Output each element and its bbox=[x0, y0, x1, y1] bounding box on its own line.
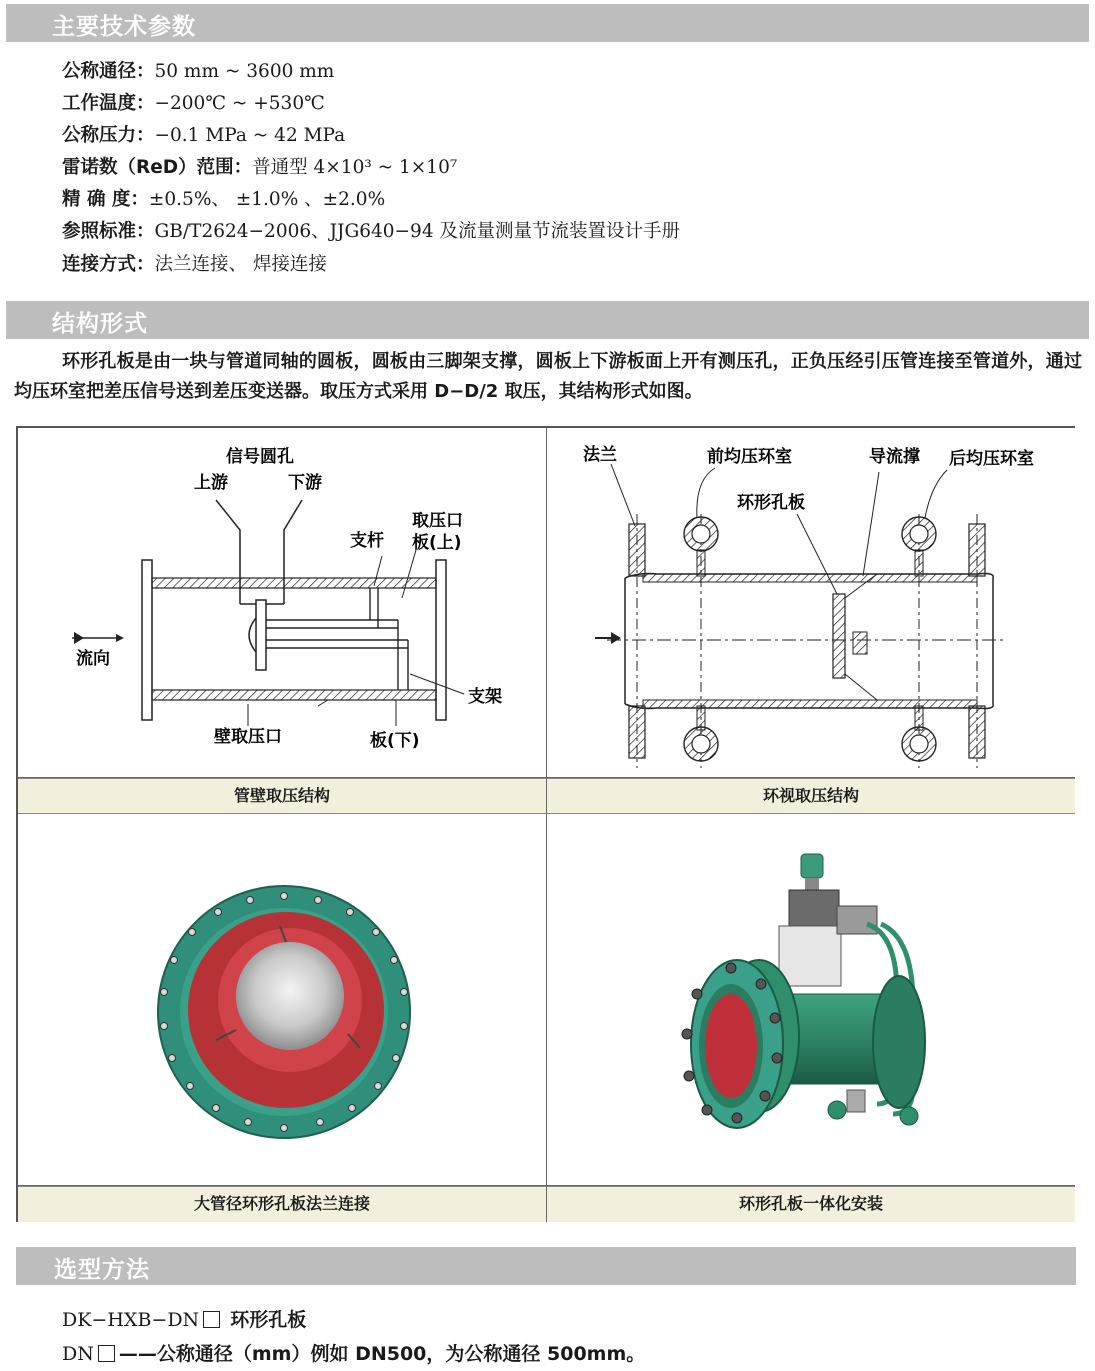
caption-wall-tap: 管壁取压结构 bbox=[18, 778, 547, 814]
label-strut: 支杆 bbox=[350, 531, 384, 551]
spec-row: 参照标准：GB/T2624−2006、JJG640−94 及流量测量节流装置设计手册 bbox=[62, 221, 680, 242]
model-line: DK−HXB−DN 环形孔板 bbox=[62, 1309, 307, 1331]
label-plate-up: 板(上) bbox=[412, 533, 462, 553]
spec-row: 公称通径：50 mm ~ 3600 mm bbox=[62, 61, 335, 82]
section-band-selection bbox=[16, 1247, 1076, 1285]
label-ring-plate: 环形孔板 bbox=[737, 493, 805, 513]
label-guide-brace: 导流撑 bbox=[869, 447, 920, 467]
dn-line: DN ——公称通径（mm）例如 DN500，为公称通径 500mm。 bbox=[62, 1343, 646, 1365]
wall-tap-structure-diagram bbox=[18, 428, 545, 776]
spec-row: 公称压力：−0.1 MPa ~ 42 MPa bbox=[62, 125, 346, 146]
label-downstream: 下游 bbox=[288, 473, 322, 493]
section-title-specs: 主要技术参数 bbox=[52, 14, 196, 40]
caption-large-flange: 大管径环形孔板法兰连接 bbox=[18, 1186, 547, 1222]
photo-integrated-install bbox=[547, 814, 1075, 1186]
label-wall-tap: 壁取压口 bbox=[214, 727, 282, 747]
spec-row: 精 确 度：±0.5%、 ±1.0% 、±2.0% bbox=[62, 189, 386, 210]
section-title-selection: 选型方法 bbox=[54, 1257, 150, 1283]
spec-row: 工作温度：−200℃ ~ +530℃ bbox=[62, 93, 325, 114]
photo-large-flange bbox=[18, 814, 547, 1186]
section-title-structure: 结构形式 bbox=[52, 311, 148, 337]
label-front-chamber: 前均压环室 bbox=[707, 447, 792, 467]
integrated-install-illustration bbox=[547, 814, 1075, 1184]
caption-integrated-install: 环形孔板一体化安装 bbox=[547, 1186, 1075, 1222]
placeholder-box bbox=[98, 1345, 115, 1362]
diagram-ring-chamber bbox=[547, 428, 1075, 778]
section-band-structure bbox=[6, 301, 1089, 339]
label-tap-port: 取压口 bbox=[412, 511, 463, 531]
diagram-wall-tap bbox=[18, 428, 547, 778]
label-flow-direction: 流向 bbox=[76, 649, 110, 669]
label-plate-down: 板(下) bbox=[370, 731, 420, 751]
label-upstream: 上游 bbox=[194, 473, 228, 493]
label-signal-hole: 信号圆孔 bbox=[226, 447, 294, 467]
label-support: 支架 bbox=[468, 687, 502, 707]
caption-ring-chamber: 环视取压结构 bbox=[547, 778, 1075, 814]
spec-row: 连接方式：法兰连接、 焊接连接 bbox=[62, 254, 327, 275]
large-flange-illustration bbox=[18, 814, 545, 1184]
ring-chamber-structure-diagram bbox=[547, 428, 1075, 776]
spec-row: 雷诺数（ReD）范围：普通型 4×10³ ~ 1×10⁷ bbox=[62, 157, 458, 178]
structure-paragraph: 环形孔板是由一块与管道同轴的圆板，圆板由三脚架支撑，圆板上下游板面上开有测压孔，正负压经引压管连接至管道外，通过均压环室把差压信号送到差压变送器。取压方式采用 D−D/2 取压，其结构形式如图。 bbox=[14, 351, 1082, 402]
placeholder-box bbox=[203, 1311, 220, 1328]
label-flange: 法兰 bbox=[583, 445, 617, 465]
figure-grid bbox=[16, 426, 1075, 1222]
label-rear-chamber: 后均压环室 bbox=[949, 449, 1034, 469]
section-band-specs bbox=[6, 4, 1089, 42]
